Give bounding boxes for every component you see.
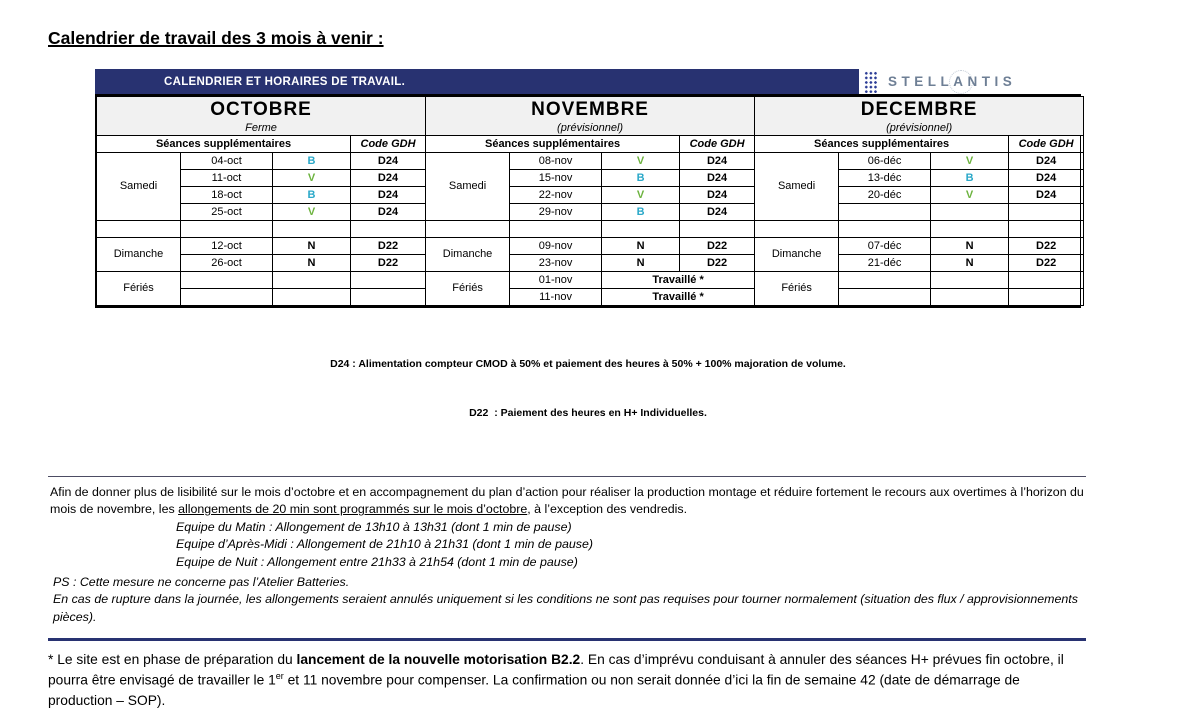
session-code: N	[931, 254, 1009, 271]
holiday-status: Travaillé *	[602, 271, 755, 288]
session-gdh: D24	[351, 186, 426, 203]
day-label-dimanche: Dimanche	[755, 237, 839, 271]
session-gdh: D22	[1009, 254, 1084, 271]
month-status: (prévisionnel)	[426, 121, 755, 135]
empty-cell	[1009, 220, 1084, 237]
session-gdh: D24	[680, 169, 755, 186]
separator-row	[426, 220, 755, 237]
session-code: B	[602, 169, 680, 186]
month-table-decembre	[754, 96, 1084, 306]
session-gdh: D24	[1009, 152, 1084, 169]
note-block	[48, 476, 1086, 641]
session-date: 09-nov	[510, 237, 602, 254]
day-label-dimanche: Dimanche	[97, 237, 181, 271]
month-name: DECEMBRE	[755, 97, 1084, 122]
empty-cell	[273, 288, 351, 305]
day-label-dimanche: Dimanche	[426, 237, 510, 271]
empty-cell	[351, 220, 426, 237]
month-table-octobre	[96, 96, 426, 306]
empty-cell	[839, 271, 931, 288]
separator-row	[97, 220, 426, 237]
session-date: 29-nov	[510, 203, 602, 220]
session-code: N	[273, 254, 351, 271]
day-label-samedi: Samedi	[426, 152, 510, 220]
session-gdh: D22	[351, 254, 426, 271]
session-date: 12-oct	[181, 237, 273, 254]
session-gdh: D24	[351, 152, 426, 169]
session-gdh: D24	[1009, 169, 1084, 186]
day-label-feries: Fériés	[755, 271, 839, 305]
stellantis-wordmark: STELLANTIS	[888, 74, 1016, 89]
session-date: 18-oct	[181, 186, 273, 203]
session-gdh: D24	[1009, 186, 1084, 203]
session-date: 26-oct	[181, 254, 273, 271]
note-equipe-matin: Equipe du Matin : Allongement de 13h10 à 13h31 (dont 1 min de pause)	[176, 519, 1084, 537]
footnote-bold-text: lancement de la nouvelle motorisation B2.2	[297, 652, 581, 667]
month-status: Ferme	[97, 121, 426, 135]
empty-cell	[931, 271, 1009, 288]
empty-cell	[1009, 271, 1084, 288]
holiday-date: 11-nov	[510, 288, 602, 305]
empty-cell	[931, 220, 1009, 237]
empty-cell	[97, 220, 181, 237]
stellantis-dots-icon	[864, 71, 878, 93]
session-code: V	[602, 186, 680, 203]
session-date	[839, 203, 931, 220]
session-date: 11-oct	[181, 169, 273, 186]
holiday-status: Travaillé *	[602, 288, 755, 305]
session-gdh: D24	[680, 203, 755, 220]
column-header-seances: Séances supplémentaires	[755, 135, 1009, 152]
column-header-seances: Séances supplémentaires	[426, 135, 680, 152]
note-text: Afin de donner plus de lisibilité sur le mois d’octobre et en accompagnement du plan d’action pour réaliser la production montage et réduire fortement le recours aux overtimes à l’horizon du mois de novembre, les	[50, 485, 1084, 517]
session-code: N	[273, 237, 351, 254]
session-gdh	[1009, 203, 1084, 220]
page-title: Calendrier de travail des 3 mois à venir :	[48, 28, 384, 49]
session-date: 21-déc	[839, 254, 931, 271]
session-date: 13-déc	[839, 169, 931, 186]
session-code: N	[931, 237, 1009, 254]
table-header-title: CALENDRIER ET HORAIRES DE TRAVAIL.	[164, 76, 405, 88]
empty-cell	[181, 271, 273, 288]
session-gdh: D24	[680, 152, 755, 169]
month-name: NOVEMBRE	[426, 97, 755, 122]
session-date: 25-oct	[181, 203, 273, 220]
month-status: (prévisionnel)	[755, 121, 1084, 135]
session-code: B	[602, 203, 680, 220]
column-header-code-gdh: Code GDH	[680, 135, 755, 152]
session-code	[931, 203, 1009, 220]
month-name: OCTOBRE	[97, 97, 426, 122]
session-date: 15-nov	[510, 169, 602, 186]
session-gdh: D24	[351, 203, 426, 220]
footnote-text: * Le site est en phase de préparation du	[48, 652, 297, 667]
empty-cell	[680, 220, 755, 237]
session-code: V	[602, 152, 680, 169]
empty-cell	[602, 220, 680, 237]
holiday-date: 01-nov	[510, 271, 602, 288]
empty-cell	[839, 220, 931, 237]
footnote	[48, 650, 1086, 712]
session-code: B	[273, 186, 351, 203]
months-container	[95, 94, 1081, 308]
note-equipe-nuit: Equipe de Nuit : Allongement entre 21h33 à 21h54 (dont 1 min de pause)	[176, 554, 1084, 572]
day-label-samedi: Samedi	[97, 152, 181, 220]
calendar-header	[95, 69, 1081, 94]
empty-cell	[755, 220, 839, 237]
column-header-code-gdh: Code GDH	[351, 135, 426, 152]
empty-cell	[181, 288, 273, 305]
note-equipe-apres-midi: Equipe d’Après-Midi : Allongement de 21h10 à 21h31 (dont 1 min de pause)	[176, 536, 1084, 554]
session-date: 23-nov	[510, 254, 602, 271]
legend-line-d22: D22 : Paiement des heures en H+ Individuelles.	[95, 405, 1081, 421]
session-gdh: D22	[680, 237, 755, 254]
note-rupture: En cas de rupture dans la journée, les allongements seraient annulés uniquement si les conditions ne sont pas requises pour tourner normalement (situation des flux / approvisionnements pièces).	[53, 591, 1084, 626]
session-gdh: D22	[680, 254, 755, 271]
footnote-superscript: er	[276, 671, 284, 681]
table-header-bar	[95, 69, 859, 94]
session-date: 07-déc	[839, 237, 931, 254]
session-code: B	[931, 169, 1009, 186]
empty-cell	[510, 220, 602, 237]
session-date: 08-nov	[510, 152, 602, 169]
separator-row	[755, 220, 1084, 237]
day-label-samedi: Samedi	[755, 152, 839, 220]
day-label-feries: Fériés	[426, 271, 510, 305]
session-gdh: D24	[351, 169, 426, 186]
column-header-code-gdh: Code GDH	[1009, 135, 1084, 152]
note-ps: PS : Cette mesure ne concerne pas l’Atelier Batteries.	[53, 574, 1084, 592]
footnote-text: et 11 novembre pour compenser. La confirmation ou non serait donnée d’ici la fin de semaine 42 (date de démarrage de production – SOP).	[48, 673, 1020, 709]
session-code: V	[273, 203, 351, 220]
note-paragraph	[50, 484, 1084, 519]
work-calendar-table	[95, 69, 1081, 308]
code-legend	[95, 324, 1081, 454]
empty-cell	[351, 288, 426, 305]
empty-cell	[1009, 288, 1084, 305]
session-code: V	[931, 186, 1009, 203]
session-gdh: D24	[680, 186, 755, 203]
stellantis-wordmark-wrap	[888, 73, 1016, 91]
session-gdh: D22	[351, 237, 426, 254]
session-date: 06-déc	[839, 152, 931, 169]
empty-cell	[426, 220, 510, 237]
session-date: 22-nov	[510, 186, 602, 203]
day-label-feries: Fériés	[97, 271, 181, 305]
empty-cell	[351, 271, 426, 288]
session-date: 04-oct	[181, 152, 273, 169]
empty-cell	[273, 220, 351, 237]
session-code: N	[602, 254, 680, 271]
empty-cell	[273, 271, 351, 288]
empty-cell	[839, 288, 931, 305]
session-code: B	[273, 152, 351, 169]
month-table-novembre	[425, 96, 755, 306]
note-underlined-text: allongements de 20 min sont programmés sur le mois d’octobre	[178, 502, 527, 516]
session-code: N	[602, 237, 680, 254]
empty-cell	[181, 220, 273, 237]
legend-line-d24: D24 : Alimentation compteur CMOD à 50% et paiement des heures à 50% + 100% majoration de volume.	[95, 356, 1081, 372]
session-gdh: D22	[1009, 237, 1084, 254]
session-code: V	[931, 152, 1009, 169]
note-text: , à l’exception des vendredis.	[527, 502, 687, 516]
stellantis-logo	[859, 69, 1081, 94]
column-header-seances: Séances supplémentaires	[97, 135, 351, 152]
session-date: 20-déc	[839, 186, 931, 203]
session-code: V	[273, 169, 351, 186]
empty-cell	[931, 288, 1009, 305]
footnote-text: . En cas d’imprévu conduisant à annuler des séances H+ prévues fin octobre, il pourra être envisagé de travailler le 1	[48, 652, 1064, 688]
